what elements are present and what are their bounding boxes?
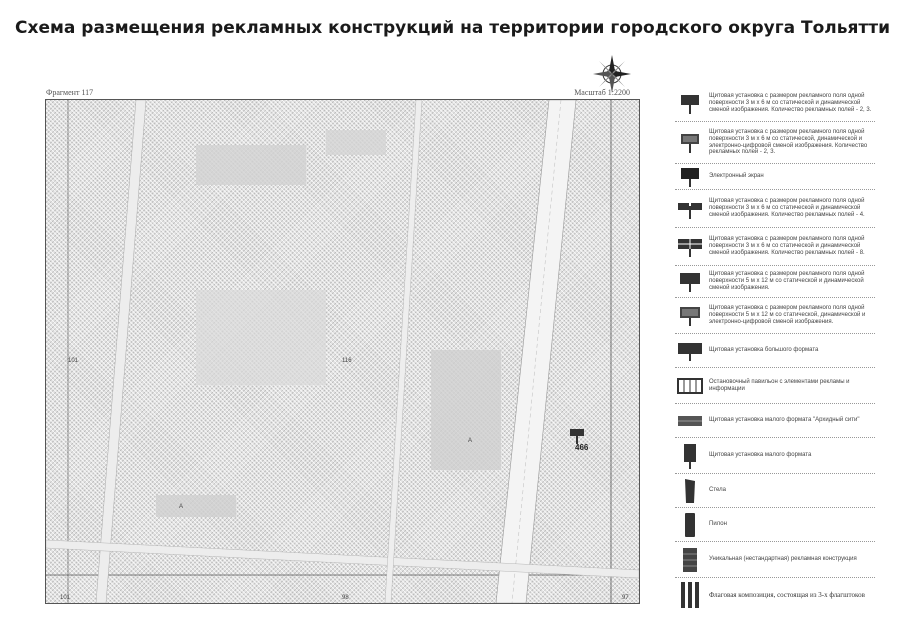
legend-text: Щитовая установка с размером рекламного поля одной поверхности 3 м х 6 м со статической и динамической сменой изображения. Количество рекламных полей - 2, 3.	[709, 93, 872, 113]
city-board-icon	[677, 413, 703, 429]
legend-text: Стела	[709, 487, 726, 494]
large-format-icon	[677, 339, 703, 363]
block	[196, 290, 326, 385]
billboard-four-icon	[677, 197, 703, 221]
legend-text: Щитовая установка с размером рекламного поля одной поверхности 3 м х 6 м со статической, динамической и электронно-цифровой сменой изображения. Количество рекламных полей - 2, 3.	[709, 128, 868, 156]
legend-text: Щитовая установка большого формата	[709, 347, 819, 354]
stele-icon	[680, 477, 700, 505]
block	[431, 350, 501, 470]
legend-item	[675, 508, 875, 542]
legend-text: Уникальная (нестандартная) рекламная конструкция	[709, 556, 857, 563]
small-label: А	[468, 438, 473, 444]
supersite-digital-icon	[678, 304, 702, 328]
legend-item	[675, 266, 875, 298]
road-west	[96, 100, 146, 603]
scale-label: Масштаб 1:2200	[574, 88, 630, 97]
legend-text: Щитовая установка с размером рекламного поля одной поверхности 5 м х 12 м со статической, динамической и электронно-цифровой сменой изображения.	[709, 305, 866, 325]
block	[326, 130, 386, 155]
legend-text: Пилон	[709, 521, 727, 528]
electronic-screen-icon	[678, 165, 702, 189]
legend-text: Щитовая установка с размером рекламного поля одной поверхности 3 м х 6 м со статической и динамической сменой изображения. Количество рекламных полей - 4.	[709, 198, 865, 218]
road-main	[496, 100, 576, 603]
legend-item	[675, 438, 875, 474]
supersite-icon	[678, 270, 702, 294]
flag-composition-icon	[678, 580, 702, 610]
road-south	[46, 540, 639, 578]
marker-label: 466	[575, 443, 589, 452]
small-format-icon	[680, 442, 700, 470]
legend-text: Щитовая установка с размером рекламного поля одной поверхности 3 м х 6 м со статической и динамической сменой изображения. Количество рекламных полей - 8.	[709, 236, 865, 256]
legend-item	[675, 228, 875, 266]
legend	[675, 86, 875, 612]
grid-label: 98	[342, 595, 349, 601]
legend-text: Электронный экран	[709, 173, 764, 180]
grid-label: 97	[622, 595, 629, 601]
map-fragment[interactable]	[45, 99, 640, 604]
bus-stop-icon	[677, 376, 703, 396]
legend-item	[675, 190, 875, 228]
block	[156, 495, 236, 517]
legend-text: Щитовая установка малого формата	[709, 452, 812, 459]
legend-text: Щитовая установка с размером рекламного поля одной поверхности 5 м х 12 м со статической и динамической сменой изображения.	[709, 271, 865, 291]
legend-item	[675, 578, 875, 612]
road-inner	[385, 100, 422, 603]
small-label: А	[179, 504, 184, 510]
unique-construction-icon	[680, 546, 700, 574]
legend-item	[675, 122, 875, 164]
legend-item	[675, 334, 875, 368]
map-features	[46, 100, 639, 603]
fragment-label: Фрагмент 117	[46, 88, 94, 97]
block	[196, 145, 306, 185]
legend-text: Флаговая композиция, состоящая из 3-х флагштоков	[709, 590, 865, 599]
pylon-icon	[680, 511, 700, 539]
page-title: Схема размещения рекламных конструкций на территории городского округа Тольятти	[15, 18, 890, 38]
billboard-eight-icon	[677, 235, 703, 259]
legend-item	[675, 298, 875, 334]
grid-label: 116	[342, 358, 352, 364]
legend-item	[675, 474, 875, 508]
billboard-marker[interactable]	[570, 429, 584, 444]
legend-item	[675, 164, 875, 190]
legend-item	[675, 86, 875, 122]
billboard-digital-icon	[678, 131, 702, 155]
legend-item	[675, 404, 875, 438]
grid-label: 101	[60, 595, 71, 601]
legend-text: Остановочный павильон с элементами рекламы и информации	[709, 378, 850, 392]
grid-label: 101	[68, 358, 79, 364]
legend-text: Щитовая установка малого формата "Архидный сити"	[709, 417, 860, 424]
billboard-icon	[678, 92, 702, 116]
legend-item	[675, 542, 875, 578]
legend-item	[675, 368, 875, 404]
